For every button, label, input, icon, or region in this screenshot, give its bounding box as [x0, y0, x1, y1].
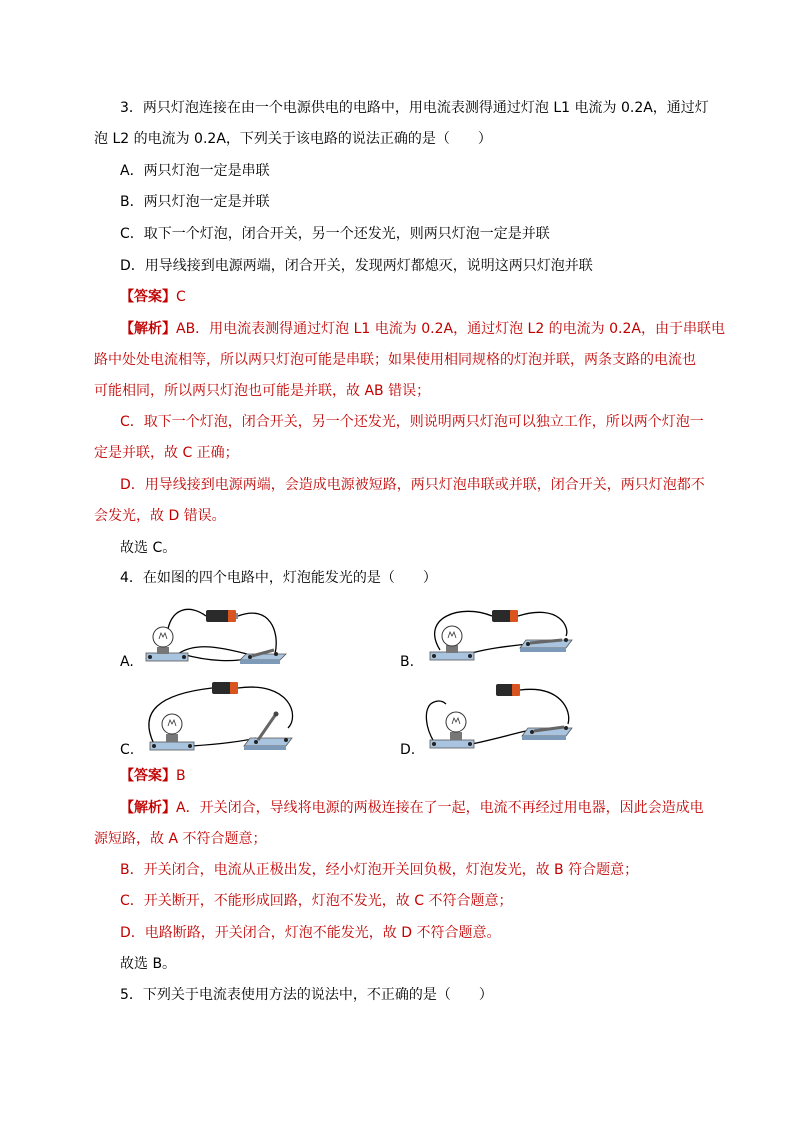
- q3-option-b: B．两只灯泡一定是并联: [120, 194, 270, 210]
- bulb-icon: [150, 714, 194, 750]
- q4-analysis-line1: [120, 798, 704, 818]
- q3-analysis-line2: 路中处处电流相等，所以两只灯泡可能是串联；如果使用相同规格的灯泡并联，两条支路的电流也: [94, 352, 696, 368]
- q3-analysis-line7: 会发光，故 D 错误。: [94, 508, 226, 524]
- q3-conclusion: 故选 C。: [120, 540, 177, 556]
- q4-option-c-label: C.: [120, 742, 135, 758]
- switch-icon: [240, 650, 286, 664]
- circuit-b-diagram: [420, 598, 580, 670]
- q4-answer: [120, 766, 186, 786]
- circuit-a-diagram: [140, 602, 290, 672]
- analysis-text: AB．用电流表测得通过灯泡 L1 电流为 0.2A，通过灯泡 L2 的电流为 0.2A，由于串联电: [176, 321, 725, 337]
- answer-tag: 【答案】: [120, 768, 176, 784]
- battery-icon: [492, 610, 518, 622]
- q3-option-d: D．用导线接到电源两端，闭合开关，发现两灯都熄灭，说明这两只灯泡并联: [120, 258, 593, 274]
- answer-value: B: [176, 768, 186, 784]
- switch-icon: [244, 712, 292, 751]
- q5-stem: 5．下列关于电流表使用方法的说法中，不正确的是（ ）: [120, 987, 493, 1003]
- analysis-text: A．开关闭合，导线将电源的两极连接在了一起，电流不再经过用电器，因此会造成电: [176, 800, 704, 816]
- q3-analysis-line3: 可能相同，所以两只灯泡也可能是并联，故 AB 错误；: [94, 383, 431, 399]
- q3-analysis-line5: 定是并联，故 C 正确；: [94, 445, 239, 461]
- circuit-c-diagram: [140, 676, 300, 756]
- q4-analysis-line2: 源短路，故 A 不符合题意；: [94, 831, 267, 847]
- q4-analysis-line5: D．电路断路，开关闭合，灯泡不能发光，故 D 不符合题意。: [120, 925, 501, 941]
- q3-stem-line1: 3．两只灯泡连接在由一个电源供电的电路中，用电流表测得通过灯泡 L1 电流为 0.2A，通过灯: [120, 100, 709, 116]
- battery-icon: [212, 682, 238, 694]
- bulb-icon: [430, 712, 474, 748]
- battery-icon: [496, 684, 520, 696]
- q4-conclusion: 故选 B。: [120, 956, 177, 972]
- q3-analysis-line6: D．用导线接到电源两端，会造成电源被短路，两只灯泡串联或并联，闭合开关，两只灯泡都不: [120, 477, 705, 493]
- q3-analysis-line1: [120, 319, 725, 339]
- answer-tag: 【答案】: [120, 289, 176, 305]
- battery-icon: [206, 610, 238, 622]
- analysis-tag: 【解析】: [120, 800, 176, 816]
- q4-option-d-label: D.: [400, 742, 416, 758]
- q4-analysis-line3: B．开关闭合，电流从正极出发，经小灯泡开关回负极，灯泡发光，故 B 符合题意；: [120, 862, 639, 878]
- circuit-d-diagram: [420, 680, 580, 756]
- q3-option-a: A．两只灯泡一定是串联: [120, 163, 270, 179]
- q4-analysis-line4: C．开关断开，不能形成回路，灯泡不发光，故 C 不符合题意；: [120, 893, 513, 909]
- q4-option-b-label: B.: [400, 654, 415, 670]
- bulb-icon: [146, 627, 188, 661]
- q3-option-c: C．取下一个灯泡，闭合开关，另一个还发光，则两只灯泡一定是并联: [120, 226, 550, 242]
- q3-stem-line2: 泡 L2 的电流为 0.2A，下列关于该电路的说法正确的是（ ）: [94, 131, 492, 147]
- analysis-tag: 【解析】: [120, 321, 176, 337]
- q4-option-a-label: A.: [120, 654, 134, 670]
- answer-value: C: [176, 289, 186, 305]
- switch-icon: [522, 726, 572, 740]
- q3-answer: [120, 287, 186, 307]
- q3-analysis-line4: C．取下一个灯泡，闭合开关，另一个还发光，则说明两只灯泡可以独立工作，所以两个灯泡一: [120, 414, 704, 430]
- q4-stem: 4．在如图的四个电路中，灯泡能发光的是（ ）: [120, 570, 437, 586]
- switch-icon: [520, 638, 572, 652]
